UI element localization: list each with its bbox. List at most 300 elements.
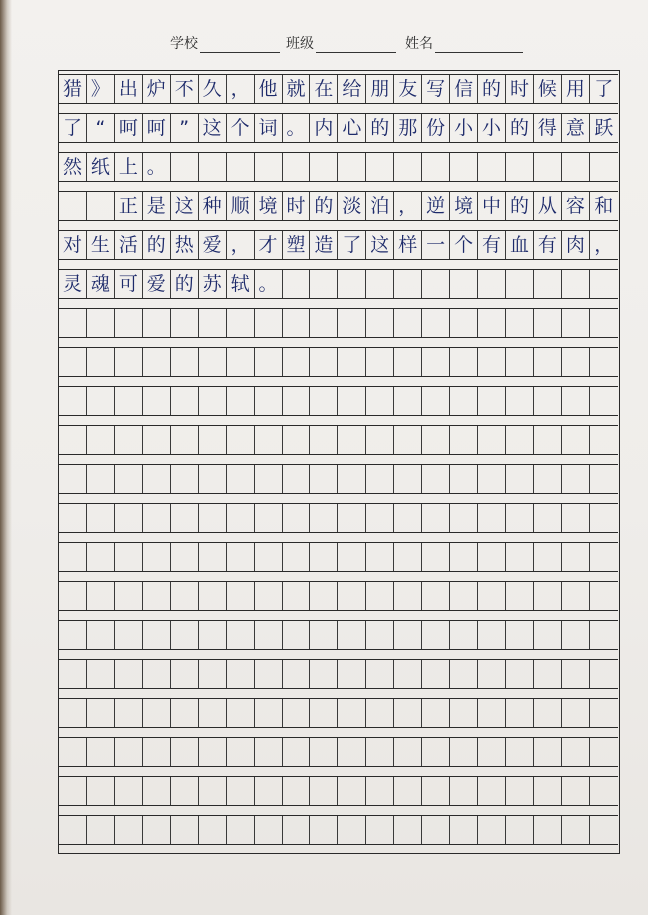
grid-row xyxy=(59,347,618,377)
grid-cell xyxy=(255,777,283,805)
grid-cell xyxy=(59,309,87,337)
grid-cell xyxy=(338,738,366,766)
grid-cell xyxy=(199,309,227,337)
grid-cell xyxy=(366,582,394,610)
grid-cell xyxy=(87,543,115,571)
grid-cell xyxy=(478,816,506,844)
grid-cell: 不 xyxy=(171,75,199,103)
grid-cell xyxy=(115,777,143,805)
grid-cell xyxy=(87,777,115,805)
grid-cell xyxy=(227,309,255,337)
grid-row xyxy=(59,659,618,689)
grid-cell xyxy=(366,309,394,337)
grid-cell xyxy=(394,348,422,376)
grid-cell: 魂 xyxy=(87,270,115,298)
grid-row xyxy=(59,581,618,611)
grid-row xyxy=(59,542,618,572)
grid-cell xyxy=(506,621,534,649)
grid-cell xyxy=(478,504,506,532)
grid-cell xyxy=(255,738,283,766)
grid-cell xyxy=(227,699,255,727)
class-field xyxy=(286,33,396,53)
grid-cell: 一 xyxy=(422,231,450,259)
grid-cell xyxy=(227,348,255,376)
grid-cell: “ xyxy=(87,114,115,142)
grid-cell: 中 xyxy=(478,192,506,220)
grid-cell xyxy=(590,309,618,337)
grid-cell xyxy=(478,660,506,688)
grid-cell: 上 xyxy=(115,153,143,181)
grid-cell xyxy=(115,543,143,571)
grid-cell xyxy=(59,660,87,688)
grid-cell xyxy=(534,543,562,571)
grid-cell xyxy=(227,153,255,181)
grid-cell xyxy=(422,504,450,532)
school-blank-line xyxy=(200,37,280,53)
grid-row xyxy=(59,191,618,221)
grid-cell xyxy=(506,582,534,610)
grid-cell xyxy=(171,504,199,532)
grid-cell xyxy=(310,153,338,181)
grid-cell xyxy=(143,621,171,649)
grid-cell xyxy=(143,504,171,532)
grid-cell xyxy=(338,660,366,688)
grid-cell xyxy=(534,660,562,688)
grid-cell: ， xyxy=(594,233,614,256)
grid-cell xyxy=(310,309,338,337)
grid-cell xyxy=(366,504,394,532)
grid-cell: 呵 xyxy=(143,114,171,142)
grid-cell xyxy=(87,660,115,688)
grid-cell xyxy=(562,621,590,649)
grid-cell xyxy=(562,504,590,532)
grid-cell: 。 xyxy=(143,153,171,181)
grid-cell: 可 xyxy=(115,270,143,298)
grid-cell xyxy=(562,309,590,337)
grid-cell xyxy=(478,387,506,415)
grid-cell xyxy=(143,426,171,454)
grid-cell xyxy=(338,426,366,454)
grid-cell xyxy=(534,270,562,298)
grid-cell xyxy=(506,699,534,727)
grid-row xyxy=(59,152,618,182)
grid-cell: 词 xyxy=(255,114,283,142)
grid-cell xyxy=(199,699,227,727)
grid-cell: 的 xyxy=(506,114,534,142)
grid-cell xyxy=(199,426,227,454)
grid-cell: 了 xyxy=(594,77,614,100)
grid-cell xyxy=(199,582,227,610)
grid-cell: ， xyxy=(394,192,422,220)
grid-cell: 容 xyxy=(562,192,590,220)
grid-cell xyxy=(283,153,311,181)
grid-cell xyxy=(283,270,311,298)
grid-cell xyxy=(506,270,534,298)
grid-cell xyxy=(534,738,562,766)
grid-cell xyxy=(227,465,255,493)
grid-cell xyxy=(171,621,199,649)
grid-cell xyxy=(590,738,618,766)
grid-row xyxy=(59,620,618,650)
grid-cell xyxy=(338,348,366,376)
grid-cell xyxy=(171,738,199,766)
grid-cell xyxy=(450,387,478,415)
grid-cell xyxy=(199,504,227,532)
grid-cell xyxy=(478,270,506,298)
grid-cell xyxy=(115,660,143,688)
grid-cell xyxy=(227,660,255,688)
grid-cell xyxy=(87,504,115,532)
grid-cell xyxy=(310,465,338,493)
grid-cell: 从 xyxy=(534,192,562,220)
grid-cell: 有 xyxy=(478,231,506,259)
grid-cell xyxy=(199,153,227,181)
grid-cell xyxy=(366,543,394,571)
grid-cell xyxy=(227,582,255,610)
grid-cell xyxy=(506,816,534,844)
grid-cell xyxy=(590,543,618,571)
grid-cell: 有 xyxy=(534,231,562,259)
grid-cell xyxy=(171,426,199,454)
grid-cell: 友 xyxy=(394,75,422,103)
grid-cell xyxy=(590,348,618,376)
grid-cell: 给 xyxy=(338,75,366,103)
grid-cell xyxy=(506,504,534,532)
grid-cell xyxy=(310,543,338,571)
grid-cell: 猎 xyxy=(59,75,87,103)
grid-cell xyxy=(394,816,422,844)
grid-cell xyxy=(59,426,87,454)
grid-cell xyxy=(366,699,394,727)
grid-row xyxy=(59,737,618,767)
grid-cell xyxy=(422,465,450,493)
grid-cell: 泊 xyxy=(366,192,394,220)
grid-cell xyxy=(171,816,199,844)
grid-cell: 是 xyxy=(143,192,171,220)
grid-row xyxy=(59,503,618,533)
class-label: 班级 xyxy=(286,36,314,52)
grid-row xyxy=(59,698,618,728)
grid-cell xyxy=(255,387,283,415)
grid-cell xyxy=(283,426,311,454)
grid-cell xyxy=(310,816,338,844)
grid-cell xyxy=(534,309,562,337)
grid-cell xyxy=(590,816,618,844)
grid-cell xyxy=(143,699,171,727)
grid-cell: 跃 xyxy=(594,116,614,139)
grid-row xyxy=(59,269,618,299)
grid-cell xyxy=(422,582,450,610)
grid-cell xyxy=(310,426,338,454)
grid-cell: 才 xyxy=(255,231,283,259)
grid-cell xyxy=(115,348,143,376)
grid-cell: 爱 xyxy=(199,231,227,259)
grid-cell xyxy=(478,309,506,337)
grid-cell xyxy=(590,465,618,493)
grid-cell xyxy=(422,348,450,376)
grid-cell xyxy=(199,621,227,649)
grid-cell xyxy=(255,426,283,454)
grid-cell xyxy=(394,660,422,688)
grid-cell xyxy=(590,387,618,415)
grid-cell xyxy=(87,426,115,454)
grid-cell xyxy=(283,582,311,610)
grid-cell xyxy=(310,582,338,610)
grid-cell xyxy=(255,660,283,688)
grid-cell: 然 xyxy=(59,153,87,181)
grid-cell xyxy=(506,348,534,376)
grid-cell xyxy=(87,816,115,844)
grid-row xyxy=(59,386,618,416)
grid-cell: 久 xyxy=(199,75,227,103)
grid-cell xyxy=(562,777,590,805)
grid-cell xyxy=(422,699,450,727)
grid-cell: 这 xyxy=(171,192,199,220)
grid-cell xyxy=(310,621,338,649)
grid-cell: 心 xyxy=(338,114,366,142)
grid-cell xyxy=(310,504,338,532)
grid-cell: 肉 xyxy=(562,231,590,259)
grid-cell: 小 xyxy=(450,114,478,142)
grid-cell xyxy=(366,270,394,298)
grid-cell xyxy=(115,699,143,727)
grid-cell xyxy=(227,816,255,844)
grid-cell xyxy=(450,699,478,727)
grid-cell: 了 xyxy=(338,231,366,259)
grid-cell xyxy=(450,309,478,337)
grid-cell: 境 xyxy=(450,192,478,220)
grid-cell xyxy=(143,465,171,493)
grid-cell xyxy=(562,816,590,844)
grid-cell xyxy=(506,309,534,337)
grid-cell xyxy=(227,621,255,649)
grid-cell xyxy=(366,465,394,493)
grid-cell xyxy=(338,309,366,337)
grid-cell xyxy=(171,660,199,688)
grid-row xyxy=(59,308,618,338)
grid-cell xyxy=(255,582,283,610)
grid-cell xyxy=(115,582,143,610)
grid-cell xyxy=(394,153,422,181)
grid-cell: 意 xyxy=(562,114,590,142)
grid-cell: 样 xyxy=(394,231,422,259)
grid-cell xyxy=(590,582,618,610)
grid-cell: 纸 xyxy=(87,153,115,181)
grid-cell xyxy=(283,777,311,805)
grid-cell xyxy=(450,777,478,805)
grid-cell: 小 xyxy=(478,114,506,142)
grid-cell: 候 xyxy=(534,75,562,103)
grid-cell: 灵 xyxy=(59,270,87,298)
grid-cell: 正 xyxy=(115,192,143,220)
grid-cell xyxy=(506,660,534,688)
grid-cell xyxy=(227,543,255,571)
grid-cell xyxy=(59,543,87,571)
grid-cell xyxy=(171,699,199,727)
grid-cell xyxy=(562,270,590,298)
grid-cell xyxy=(87,192,115,220)
grid-cell: 就 xyxy=(283,75,311,103)
grid-cell xyxy=(478,738,506,766)
grid-cell: 个 xyxy=(450,231,478,259)
grid-cell: 。 xyxy=(283,114,311,142)
grid-row xyxy=(59,425,618,455)
grid-cell: 苏 xyxy=(199,270,227,298)
grid-cell xyxy=(590,621,618,649)
grid-cell: 血 xyxy=(506,231,534,259)
grid-cell xyxy=(366,816,394,844)
grid-cell xyxy=(59,777,87,805)
grid-cell: 得 xyxy=(534,114,562,142)
grid-cell xyxy=(59,699,87,727)
grid-cell xyxy=(590,270,618,298)
grid-cell xyxy=(562,426,590,454)
grid-cell xyxy=(59,738,87,766)
grid-cell: 信 xyxy=(450,75,478,103)
grid-cell xyxy=(171,543,199,571)
grid-cell xyxy=(59,192,87,220)
grid-cell xyxy=(450,270,478,298)
grid-cell xyxy=(394,738,422,766)
grid-cell xyxy=(506,153,534,181)
grid-cell xyxy=(450,465,478,493)
grid-cell xyxy=(143,348,171,376)
name-field xyxy=(405,33,523,53)
grid-cell: ， xyxy=(227,231,255,259)
grid-cell: 活 xyxy=(115,231,143,259)
grid-cell xyxy=(422,153,450,181)
grid-cell xyxy=(171,582,199,610)
name-blank-line xyxy=(435,37,523,53)
grid-cell xyxy=(338,816,366,844)
grid-cell xyxy=(534,465,562,493)
grid-cell xyxy=(171,153,199,181)
grid-cell xyxy=(394,504,422,532)
grid-cell xyxy=(143,660,171,688)
grid-cell xyxy=(115,738,143,766)
grid-cell xyxy=(59,465,87,493)
grid-cell xyxy=(171,777,199,805)
grid-cell xyxy=(534,816,562,844)
grid-cell xyxy=(590,777,618,805)
grid-cell xyxy=(394,777,422,805)
grid-cell xyxy=(394,309,422,337)
grid-row xyxy=(59,464,618,494)
grid-cell xyxy=(338,582,366,610)
grid-cell xyxy=(143,582,171,610)
grid-cell xyxy=(171,309,199,337)
grid-cell xyxy=(283,816,311,844)
grid-cell xyxy=(310,348,338,376)
grid-cell xyxy=(283,387,311,415)
grid-cell xyxy=(227,738,255,766)
grid-cell xyxy=(478,699,506,727)
grid-cell xyxy=(59,387,87,415)
school-label: 学校 xyxy=(170,36,198,52)
writing-grid xyxy=(58,70,620,854)
grid-cell xyxy=(562,738,590,766)
grid-cell xyxy=(450,660,478,688)
page-edge-shadow xyxy=(0,0,12,915)
grid-cell: 。 xyxy=(255,270,283,298)
grid-cell xyxy=(283,543,311,571)
grid-cell xyxy=(478,465,506,493)
grid-cell xyxy=(59,816,87,844)
grid-cell xyxy=(143,777,171,805)
grid-cell xyxy=(394,699,422,727)
grid-cell xyxy=(422,777,450,805)
grid-cell xyxy=(227,387,255,415)
grid-cell: 逆 xyxy=(422,192,450,220)
grid-row xyxy=(59,815,618,845)
grid-cell xyxy=(87,699,115,727)
grid-cell xyxy=(534,426,562,454)
grid-cell xyxy=(199,387,227,415)
grid-cell xyxy=(422,543,450,571)
grid-cell xyxy=(283,660,311,688)
grid-cell xyxy=(283,309,311,337)
grid-cell xyxy=(534,777,562,805)
grid-cell xyxy=(366,660,394,688)
grid-cell: 了 xyxy=(59,114,87,142)
grid-cell xyxy=(562,153,590,181)
grid-cell xyxy=(199,816,227,844)
grid-cell xyxy=(478,621,506,649)
grid-row xyxy=(59,74,618,104)
grid-cell: 那 xyxy=(394,114,422,142)
grid-cell xyxy=(199,738,227,766)
grid-cell: 份 xyxy=(422,114,450,142)
grid-cell xyxy=(534,699,562,727)
grid-cell xyxy=(143,543,171,571)
grid-cell xyxy=(366,621,394,649)
grid-cell xyxy=(338,270,366,298)
grid-cell: 顺 xyxy=(227,192,255,220)
grid-cell xyxy=(199,348,227,376)
grid-cell xyxy=(87,621,115,649)
grid-cell xyxy=(199,777,227,805)
grid-cell xyxy=(255,621,283,649)
grid-cell xyxy=(87,309,115,337)
grid-cell: 热 xyxy=(171,231,199,259)
grid-cell xyxy=(87,348,115,376)
grid-cell xyxy=(506,543,534,571)
grid-cell xyxy=(255,543,283,571)
grid-cell xyxy=(562,543,590,571)
grid-cell: 的 xyxy=(171,270,199,298)
grid-cell xyxy=(366,348,394,376)
grid-cell: 的 xyxy=(478,75,506,103)
grid-cell xyxy=(310,660,338,688)
grid-cell xyxy=(115,504,143,532)
grid-cell xyxy=(534,348,562,376)
grid-cell xyxy=(87,465,115,493)
grid-cell xyxy=(255,699,283,727)
grid-cell xyxy=(394,543,422,571)
grid-cell xyxy=(394,426,422,454)
grid-cell xyxy=(255,465,283,493)
grid-cell: 在 xyxy=(310,75,338,103)
grid-cell: 的 xyxy=(506,192,534,220)
grid-cell xyxy=(283,348,311,376)
grid-cell: 和 xyxy=(594,194,614,217)
grid-cell xyxy=(59,348,87,376)
grid-cell xyxy=(283,621,311,649)
grid-cell xyxy=(255,348,283,376)
grid-cell: 用 xyxy=(562,75,590,103)
grid-cell: 呵 xyxy=(115,114,143,142)
grid-cell xyxy=(143,816,171,844)
